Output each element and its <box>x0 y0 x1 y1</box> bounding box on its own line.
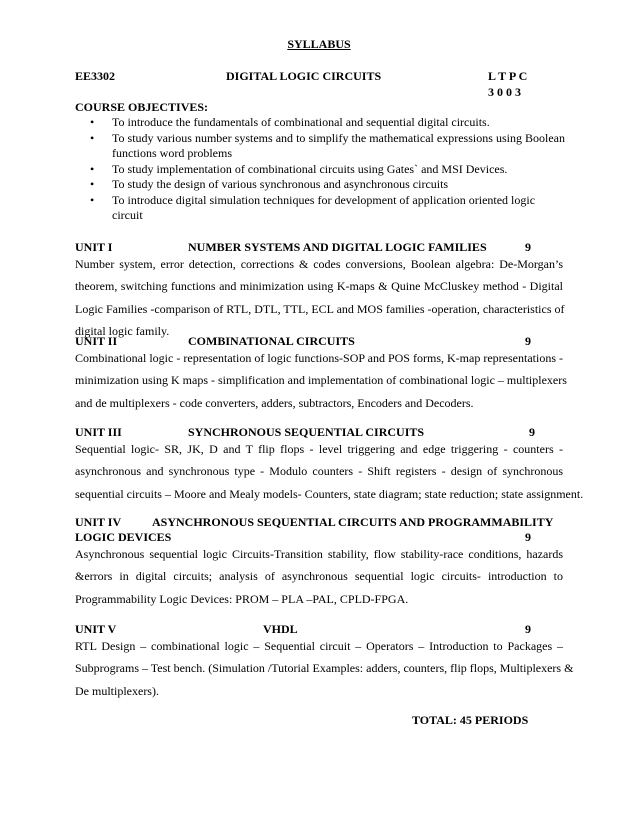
objective-item <box>90 193 565 224</box>
bullet-icon: • <box>90 161 95 176</box>
unit-4-description <box>75 543 563 610</box>
unit-1-line: Logic Families -comparison of RTL, DTL, TTL, ECL and MOS families -operation, characteristics of <box>75 301 565 316</box>
objective-item <box>90 131 565 162</box>
unit-3-line: asynchronous and synchronous type - Modulo counters - Shift registers - design of synchronous <box>75 464 563 479</box>
unit-5-hours: 9 <box>525 622 531 636</box>
unit-1-title: NUMBER SYSTEMS AND DIGITAL LOGIC FAMILIES <box>188 240 487 254</box>
objective-line: To introduce digital simulation techniques for development of application oriented logic <box>112 192 536 207</box>
ltpc-label: L T P C <box>488 69 528 83</box>
course-title: DIGITAL LOGIC CIRCUITS <box>226 69 382 83</box>
objective-item <box>90 177 565 193</box>
unit-3-line: Sequential logic- SR, JK, D and T flip flops - level triggering and edge triggering - counters - <box>75 442 563 456</box>
unit-1-line: theorem, switching functions and minimization using K-maps & Quine McCluskey method - Digital <box>75 279 563 294</box>
unit-2-description <box>75 347 567 414</box>
syllabus-heading: SYLLABUS <box>287 37 351 51</box>
unit-2-hours: 9 <box>525 334 531 348</box>
unit-3-label: UNIT III <box>75 425 122 439</box>
ltpc-values: 3 0 0 3 <box>488 85 521 99</box>
unit-5-label: UNIT V <box>75 622 117 636</box>
objective-line: To study various number systems and to simplify the mathematical expressions using Boolean <box>112 130 565 145</box>
unit-4-label: UNIT IV <box>75 515 122 529</box>
objectives-heading: COURSE OBJECTIVES: <box>75 100 209 114</box>
unit-5-description <box>75 635 574 702</box>
unit-3-hours: 9 <box>529 425 535 439</box>
total-periods: TOTAL: 45 PERIODS <box>412 713 529 727</box>
bullet-icon: • <box>90 177 95 191</box>
course-code: EE3302 <box>75 69 116 83</box>
objective-line: To study implementation of combinational circuits using Gates` and MSI Devices. <box>112 161 508 176</box>
objective-item <box>90 162 565 178</box>
bullet-icon: • <box>90 130 95 145</box>
unit-4-hours: 9 <box>525 530 531 544</box>
unit-5-title: VHDL <box>263 622 298 636</box>
unit-3-description <box>75 438 584 505</box>
unit-1-line: digital logic family. <box>75 323 170 338</box>
objectives-list <box>90 115 565 224</box>
bullet-icon: • <box>90 115 95 129</box>
objective-line: circuit <box>112 208 143 222</box>
objective-line: functions word problems <box>112 146 232 160</box>
objective-line: To introduce the fundamentals of combinational and sequential digital circuits. <box>112 115 490 129</box>
unit-5-line: Subprograms – Test bench. (Simulation /Tutorial Examples: adders, counters, flip flops, Multiplexers & <box>75 661 574 676</box>
unit-2-line: and de multiplexers - code converters, adders, subtractors, Encoders and Decoders. <box>75 395 474 410</box>
unit-2-line: Combinational logic - representation of logic functions-SOP and POS forms, K-map representations - <box>75 351 563 365</box>
unit-3-title: SYNCHRONOUS SEQUENTIAL CIRCUITS <box>188 425 425 439</box>
unit-1-hours: 9 <box>525 240 531 254</box>
unit-5-line: De multiplexers). <box>75 683 159 698</box>
unit-4-title: ASYNCHRONOUS SEQUENTIAL CIRCUITS AND PROGRAMMABILITY <box>152 515 554 529</box>
unit-1-line: Number system, error detection, corrections & codes conversions, Boolean algebra: De-Morgan’s <box>75 257 563 271</box>
objective-line: To study the design of various synchronous and asynchronous circuits <box>112 177 449 191</box>
unit-1-description <box>75 253 563 342</box>
unit-2-title: COMBINATIONAL CIRCUITS <box>188 334 355 348</box>
unit-4-line: Asynchronous sequential logic Circuits-Transition stability, flow stability-race conditions, hazards <box>75 547 563 561</box>
unit-2-line: minimization using K maps - simplification and implementation of combinational logic – multiplexers <box>75 373 567 388</box>
unit-2-label: UNIT II <box>75 334 118 348</box>
unit-4-line: Programmability Logic Devices: PROM – PLA –PAL, CPLD-FPGA. <box>75 591 409 606</box>
unit-4-title-continued: LOGIC DEVICES <box>75 530 172 544</box>
unit-1-label: UNIT I <box>75 240 113 254</box>
unit-3-line: sequential circuits – Moore and Mealy models- Counters, state diagram; state reduction; state assignment. <box>75 486 584 501</box>
objective-item <box>90 115 565 131</box>
unit-4-line: &errors in digital circuits; analysis of asynchronous sequential logic circuits- introduction to <box>75 569 563 584</box>
unit-5-line: RTL Design – combinational logic – Sequential circuit – Operators – Introduction to Packages – <box>75 639 563 653</box>
bullet-icon: • <box>90 192 95 207</box>
